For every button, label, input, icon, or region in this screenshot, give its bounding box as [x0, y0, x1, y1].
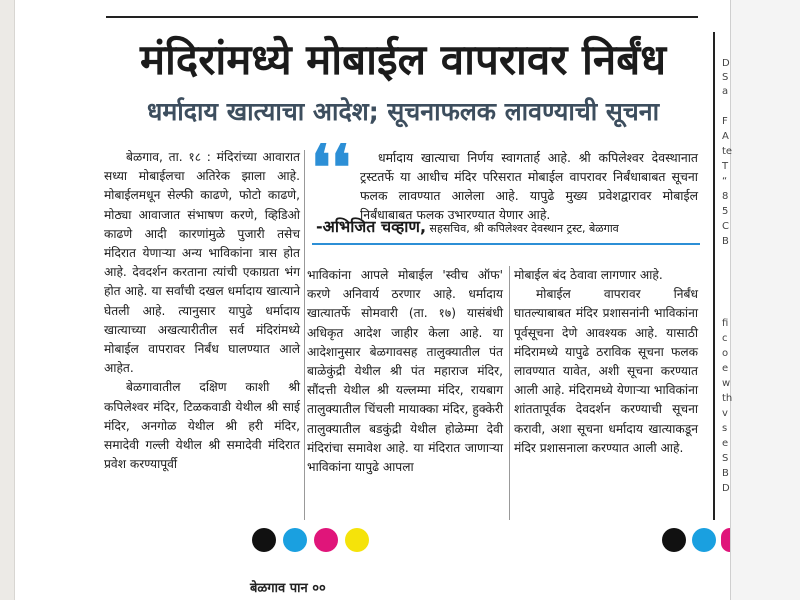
article-column-1	[104, 148, 300, 474]
paragraph: मोबाईल बंद ठेवावा लागणार आहे.	[514, 268, 663, 282]
quote-mark-icon: ❛❛	[311, 131, 351, 204]
registration-dot-magenta	[314, 528, 338, 552]
registration-dot-cyan	[283, 528, 307, 552]
paragraph: बेळगाव, ता. १८ : मंदिरांच्या आवारात सध्या मोबाईलचा अतिरेक झाला आहे. मोबाईलमधून सेल्फी काढणे, फोटो काढणे, मोठ्या आवाजात संभाषण करणे, व्हिडिओ काढणे आदी कारणांमुळे पुजारी तसेच मंदिरात येणाऱ्या अन्य भाविकांना त्रास होत आहे. देवदर्शन करताना त्यांची एकाग्रता भंग होत आहे. या सर्वांची दखल धर्मादाय खात्याने घेतली आहे. त्यानुसार यापुढे धर्मादाय खात्याच्या अखत्यारीतील सर्व मंदिरांमध्ये मोबाईल वापरावर निर्बंध घालण्यात आले आहेत.	[104, 150, 300, 376]
left-margin-edge	[14, 0, 15, 600]
registration-dot-yellow	[345, 528, 369, 552]
quote-author: -अभिजित चव्हाण,	[316, 217, 427, 236]
article-subheadline: धर्मादाय खात्याचा आदेश; सूचनाफलक लावण्याची सूचना	[146, 97, 660, 126]
column-divider	[509, 266, 510, 520]
registration-dot-magenta	[721, 528, 730, 552]
adjacent-article-top: D S a	[722, 58, 730, 97]
quote-author-title: सहसचिव, श्री कपिलेश्वर देवस्थान ट्रस्ट, बेळगाव	[429, 222, 619, 235]
article-column-2	[307, 266, 503, 477]
quote-attribution	[316, 215, 702, 237]
paragraph: भाविकांना आपले मोबाईल 'स्वीच ऑफ' करणे अनिवार्य ठरणार आहे. धर्मादाय खात्यातर्फे सोमवारी (ता. १७) यासंबंधी अधिकृत आदेश जाहीर केला आहे. या आदेशानुसार बेळगावसह तालुक्यातील पंत बाळेकुंद्री येथील श्री पंत महाराज मंदिर, सौंदत्ती येथील श्री यल्लम्मा मंदिर, रायबाग तालुक्यातील चिंचली मायाक्का मंदिर, हुक्केरी तालुक्यातील बडकुंद्री येथील होळेम्मा देवी मंदिरांचा समावेश आहे. या मंदिरात जाणाऱ्या भाविकांना यापुढे आपला	[307, 268, 503, 475]
left-margin	[0, 0, 14, 600]
quote-text: धर्मादाय खात्याचा निर्णय स्वागतार्ह आहे. श्री कपिलेश्वर देवस्थानात ट्रस्टतर्फे या आधीच मंदिर परिसरात मोबाईल वापरावर निर्बंधाबाबत सूचना फलक लावण्यात आलेला आहे. यापुढे मुख्य प्रवेशद्वारावर मोबाईल निर्बंधाबाबत फलक उभारण्यात येणार आहे.	[360, 150, 698, 222]
adjacent-column-rule	[713, 32, 715, 520]
pull-quote	[360, 148, 698, 224]
top-rule	[106, 16, 698, 18]
right-margin	[730, 0, 800, 600]
adjacent-article-middle: F A te T “ 8 5 C B	[722, 116, 733, 247]
registration-dot-black	[662, 528, 686, 552]
article-column-3	[514, 266, 698, 458]
adjacent-article-lower: fi c o e w th v s e S B D	[722, 318, 733, 494]
registration-dot-cyan	[692, 528, 716, 552]
paragraph: बेळगावातील दक्षिण काशी श्री कपिलेश्वर मंदिर, टिळकवाडी येथील श्री साई मंदिर, अनगोळ येथील श्री हरी मंदिर, समादेवी गल्ली येथील श्री समादेवी मंदिरात प्रवेश करण्यापूर्वी	[104, 380, 300, 472]
paragraph: मोबाईल वापरावर निर्बंध घातल्याबाबत मंदिर प्रशासनांनी भाविकांना पूर्वसूचना देणे आवश्यक आहे. यासाठी मंदिरामध्ये यापुढे ठराविक सूचना फलक लावण्यात यावेत, अशी सूचना करण्यात आली आहे. मंदिरामध्ये येणाऱ्या भाविकांना शांततापूर्वक देवदर्शन करण्याची सूचना करावी, अशा सूचना धर्मादाय खात्याकडून मंदिर प्रशासनाला करण्यात आली आहे.	[514, 287, 698, 455]
page-footer: बेळगाव पान ००	[250, 581, 326, 596]
column-divider	[304, 150, 305, 520]
quote-underline	[312, 243, 700, 245]
registration-dot-black	[252, 528, 276, 552]
article-headline: मंदिरांमध्ये मोबाईल वापरावर निर्बंध	[139, 35, 667, 84]
right-margin-edge	[730, 0, 731, 600]
